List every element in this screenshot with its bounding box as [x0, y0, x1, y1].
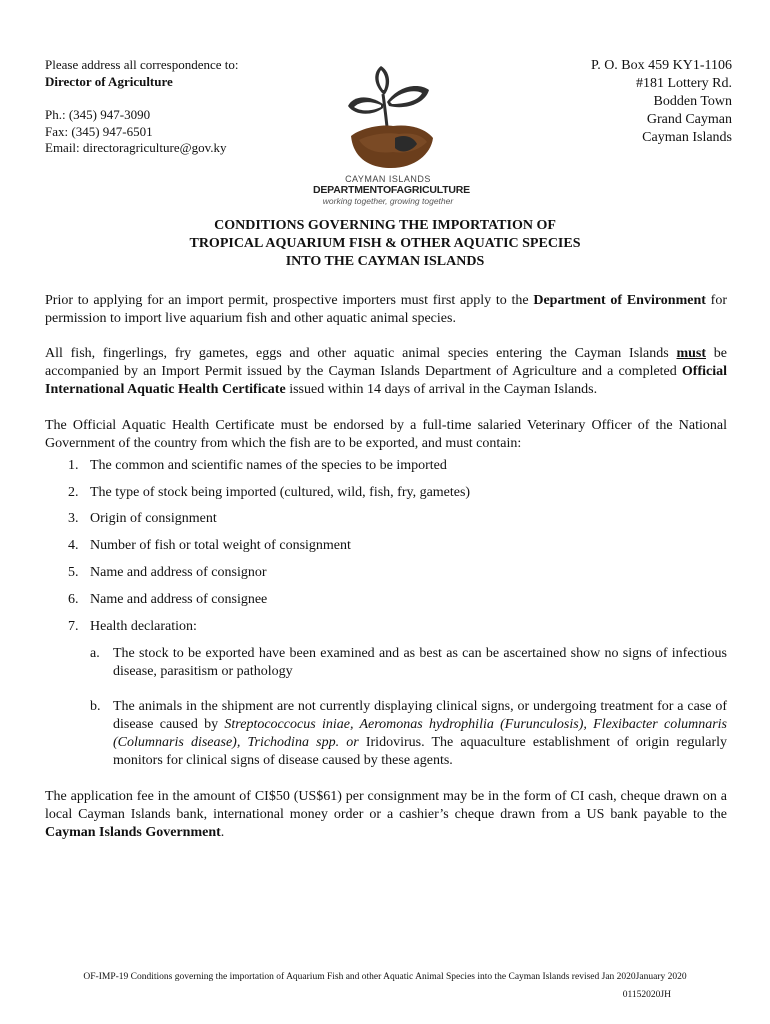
must-emphasis: must	[676, 346, 707, 361]
sub-letter: a.	[90, 646, 100, 661]
pathogen-names: Streptococcocus iniae, Aeromonas hydrophilia (Furunculosis), Flexibacter columnaris (Columnaris disease), Trichodina spp. or	[113, 717, 727, 750]
address-line-4: Grand Cayman	[646, 112, 732, 127]
list-text: Name and address of consignor	[90, 565, 267, 580]
footer-reference: OF-IMP-19 Conditions governing the importation of Aquarium Fish and other Aquatic Animal Species into the Cayman Islands revised Jan 2020January 2020	[83, 972, 687, 982]
director-title: Director of Agriculture	[45, 73, 173, 89]
list-number: 2.	[68, 485, 79, 500]
address-line-5: Cayman Islands	[642, 130, 732, 145]
title-line-3: INTO THE CAYMAN ISLANDS	[285, 254, 485, 269]
list-text: The common and scientific names of the species to be imported	[90, 458, 447, 473]
spacer	[45, 90, 238, 107]
sub-b-text-3: Iridovirus. The aquaculture establishment of origin regularly monitors for clinical signs of disease caused by these agents.	[113, 735, 727, 768]
title-line-1: CONDITIONS GOVERNING THE IMPORTATION OF	[214, 218, 556, 233]
department-logo	[313, 64, 470, 206]
logo-text-department: DEPARTMENTOFAGRICULTURE	[313, 184, 470, 196]
paragraph-certificate-endorsement: The Official Aquatic Health Certificate must be endorsed by a full-time salaried Veterinary Officer of the National Government of the country from which the fish are to be exported, and must contain:	[45, 418, 727, 451]
health-certificate-name: Official International Aquatic Health Certificate	[45, 364, 727, 397]
payee-name: Cayman Islands Government	[45, 825, 221, 840]
list-text: The type of stock being imported (cultured, wild, fish, fry, gametes)	[90, 485, 471, 500]
list-number: 3.	[68, 511, 79, 526]
list-item	[45, 458, 447, 474]
sub-text	[113, 698, 727, 770]
paragraph-requirements	[45, 345, 727, 399]
p4-text-c: .	[220, 825, 225, 840]
p2-text-e: issued within 14 days of arrival in the Cayman Islands.	[285, 382, 598, 397]
address-line-1: P. O. Box 459 KY1-1106	[590, 58, 732, 73]
email-address: Email: directoragriculture@gov.ky	[45, 140, 227, 155]
correspondence-block	[45, 57, 238, 157]
list-text: Origin of consignment	[90, 511, 217, 526]
p2-text-a: All fish, fingerlings, fry gametes, eggs and other aquatic animal species entering the Cayman Islands	[45, 346, 677, 361]
address-line-3: Bodden Town	[653, 94, 732, 109]
title-line-2: TROPICAL AQUARIUM FISH & OTHER AQUATIC SPECIES	[189, 236, 581, 251]
list-item	[45, 538, 351, 554]
footer-code: 01152020JH	[622, 990, 671, 1000]
postal-address-block	[591, 57, 732, 147]
list-text: Number of fish or total weight of consignment	[90, 538, 351, 553]
list-number: 7.	[68, 619, 79, 634]
list-item	[45, 485, 470, 501]
paragraph-application-fee	[45, 788, 727, 842]
list-number: 1.	[68, 458, 79, 473]
correspondence-intro: Please address all correspondence to:	[45, 57, 239, 72]
sub-letter: b.	[90, 699, 101, 714]
address-line-2: #181 Lottery Rd.	[635, 76, 732, 91]
sub-b-text-1: The animals in the shipment are not currently displaying clinical signs, or undergoing treatment for a case of disease caused by	[113, 699, 727, 732]
list-number: 4.	[68, 538, 79, 553]
list-number: 5.	[68, 565, 79, 580]
p1-text-a: Prior to applying for an import permit, prospective importers must first apply to the	[45, 293, 534, 308]
phone-number: Ph.: (345) 947-3090	[45, 107, 151, 122]
list-item	[45, 592, 267, 608]
list-item	[45, 619, 197, 635]
plant-in-hands-logo-icon	[333, 64, 443, 172]
list-number: 6.	[68, 592, 79, 607]
paragraph-prior-approval	[45, 292, 727, 328]
p2-text-c: be accompanied by an Import Permit issued by the Cayman Islands Department of Agriculture and a completed	[45, 346, 727, 379]
list-item	[45, 565, 267, 581]
p1-text-c: for permission to import live aquarium fish and other aquatic animal species.	[45, 293, 727, 326]
list-text: Name and address of consignee	[90, 592, 268, 607]
list-text: Health declaration:	[90, 619, 197, 634]
department-of-environment: Department of Environment	[533, 293, 706, 308]
document-title	[0, 217, 770, 271]
sub-text: The stock to be exported have been examined and as best as can be ascertained show no signs of infectious disease, parasitism or pathology	[113, 646, 727, 679]
p4-text-a: The application fee in the amount of CI$50 (US$61) per consignment may be in the form of CI cash, cheque drawn on a local Cayman Islands bank, international money order or a cashier’s cheque drawn from a US bank payable to the	[45, 789, 727, 822]
logo-text-cayman-islands: CAYMAN ISLANDS	[345, 174, 431, 184]
list-item	[45, 511, 217, 527]
logo-tagline: working together, growing together	[322, 196, 454, 206]
fax-number: Fax: (345) 947-6501	[45, 123, 153, 139]
